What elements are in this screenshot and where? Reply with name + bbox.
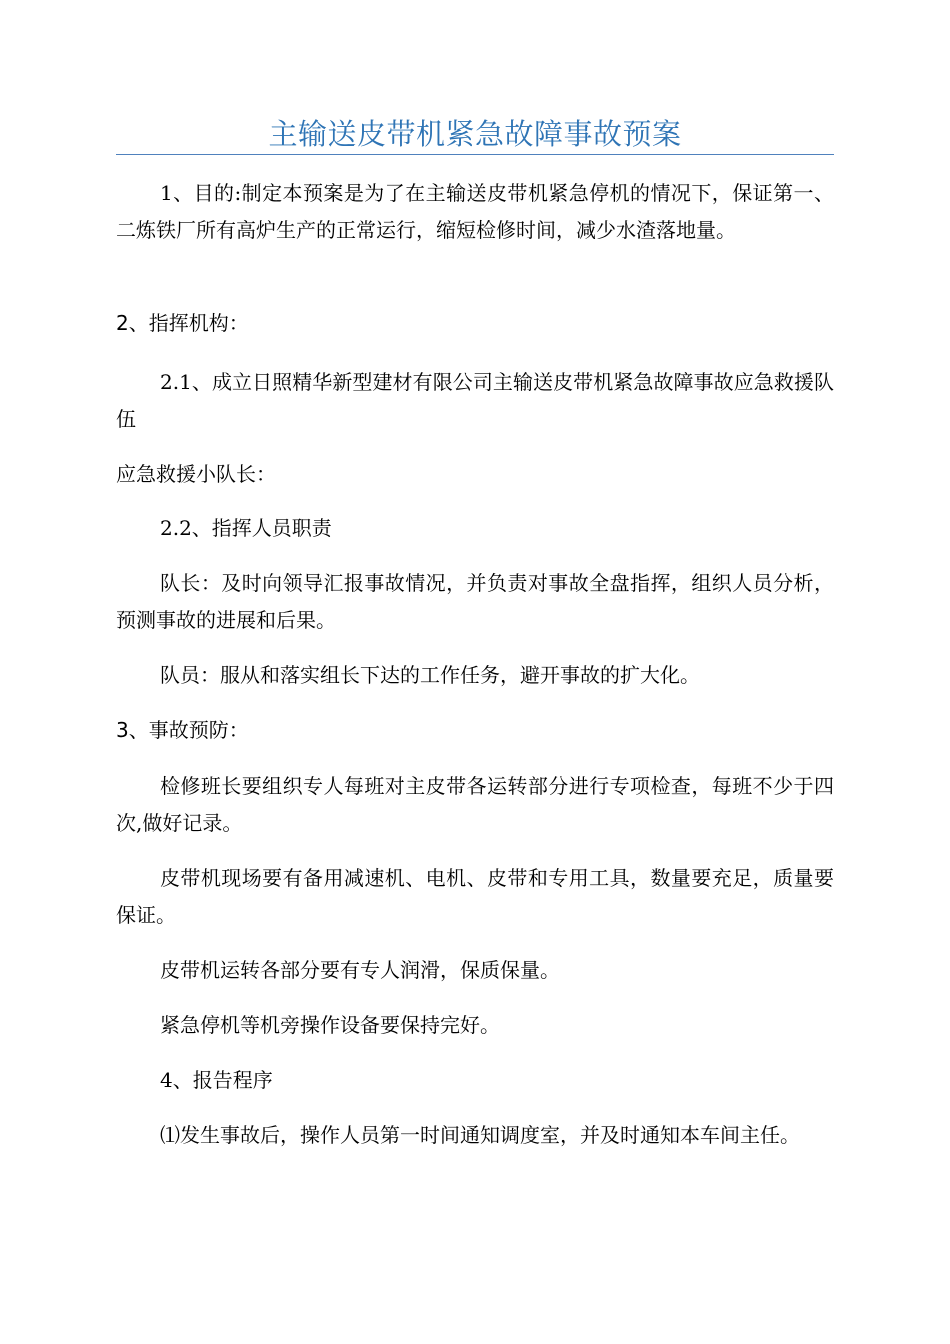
paragraph-inspection: 检修班长要组织专人每班对主皮带各运转部分进行专项检查，每班不少于四次,做好记录。: [116, 774, 834, 835]
paragraph-team-setup: 2.1、成立日照精华新型建材有限公司主输送皮带机紧急故障事故应急救援队伍: [116, 370, 834, 431]
paragraph-leader-duties: 队长：及时向领导汇报事故情况，并负责对事故全盘指挥，组织人员分析，预测事故的进展和后果。: [116, 571, 834, 632]
paragraph-report-step-1: ⑴发生事故后，操作人员第一时间通知调度室，并及时通知本车间主任。: [160, 1123, 800, 1147]
heading-prevention: 3、事故预防：: [116, 718, 249, 742]
heading-report-procedure: 4、报告程序: [160, 1068, 273, 1092]
paragraph-team-leader: 应急救援小队长：: [116, 462, 276, 486]
paragraph-duties-heading: 2.2、指挥人员职责: [160, 516, 332, 540]
paragraph-member-duties: 队员：服从和落实组长下达的工作任务，避开事故的扩大化。: [160, 663, 700, 687]
heading-command-structure: 2、指挥机构：: [116, 311, 249, 335]
title-underline: [116, 154, 834, 155]
page-title: 主输送皮带机紧急故障事故预案: [268, 117, 682, 151]
paragraph-purpose: 1、目的:制定本预案是为了在主输送皮带机紧急停机的情况下，保证第一、二炼铁厂所有高炉生产的正常运行，缩短检修时间，减少水渣落地量。: [116, 181, 834, 242]
paragraph-spare-parts: 皮带机现场要有备用减速机、电机、皮带和专用工具，数量要充足，质量要保证。: [116, 866, 834, 927]
paragraph-lubrication: 皮带机运转各部分要有专人润滑，保质保量。: [160, 958, 560, 982]
paragraph-emergency-stop: 紧急停机等机旁操作设备要保持完好。: [160, 1013, 500, 1037]
